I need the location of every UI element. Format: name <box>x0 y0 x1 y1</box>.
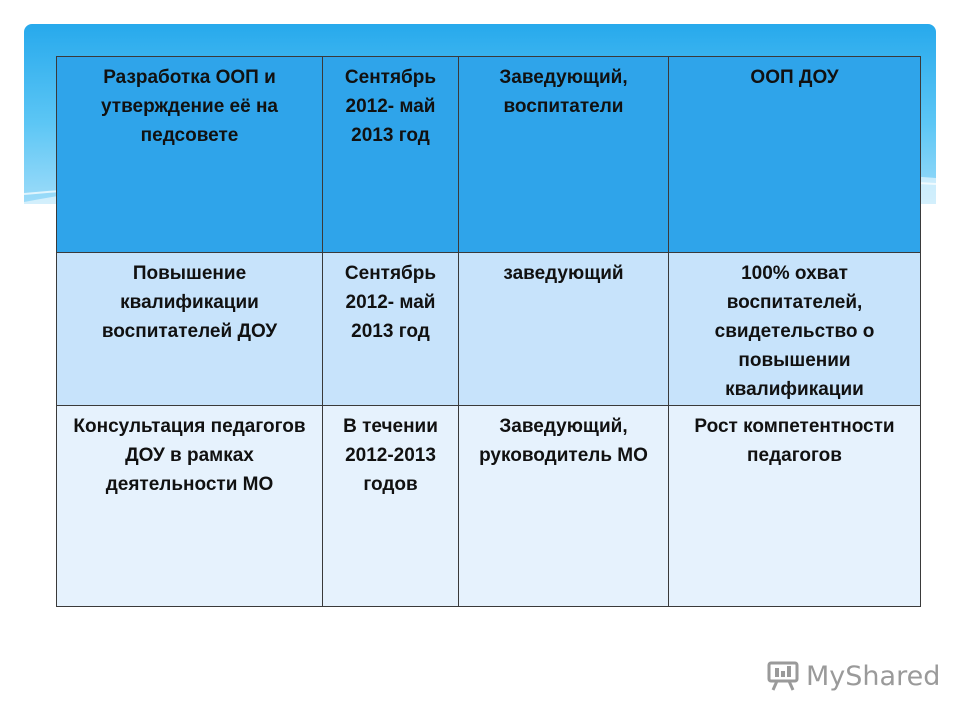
myshared-logo[interactable] <box>766 656 940 696</box>
table-cell-result: 100% охват воспитателей, свидетельство о повышении квалификации <box>669 253 921 406</box>
table-cell-responsible: Заведующий, руководитель МО <box>459 406 669 607</box>
table-cell-dates: Сентябрь 2012- май 2013 год <box>323 57 459 253</box>
table-cell-result: ООП ДОУ <box>669 57 921 253</box>
table-cell-responsible: Заведующий, воспитатели <box>459 57 669 253</box>
table-cell-dates: Сентябрь 2012- май 2013 год <box>323 253 459 406</box>
plan-table <box>56 56 921 607</box>
table-cell-activity: Разработка ООП и утверждение её на педсовете <box>57 57 323 253</box>
table-cell-dates: В течении 2012-2013 годов <box>323 406 459 607</box>
table-row <box>57 57 921 253</box>
table-cell-activity: Повышение квалификации воспитателей ДОУ <box>57 253 323 406</box>
table-cell-responsible: заведующий <box>459 253 669 406</box>
table-row <box>57 253 921 406</box>
table-cell-result: Рост компетентности педагогов <box>669 406 921 607</box>
presentation-board-icon <box>766 659 800 693</box>
table-row <box>57 406 921 607</box>
table-cell-activity: Консультация педагогов ДОУ в рамках деятельности МО <box>57 406 323 607</box>
logo-text: MyShared <box>806 660 941 692</box>
